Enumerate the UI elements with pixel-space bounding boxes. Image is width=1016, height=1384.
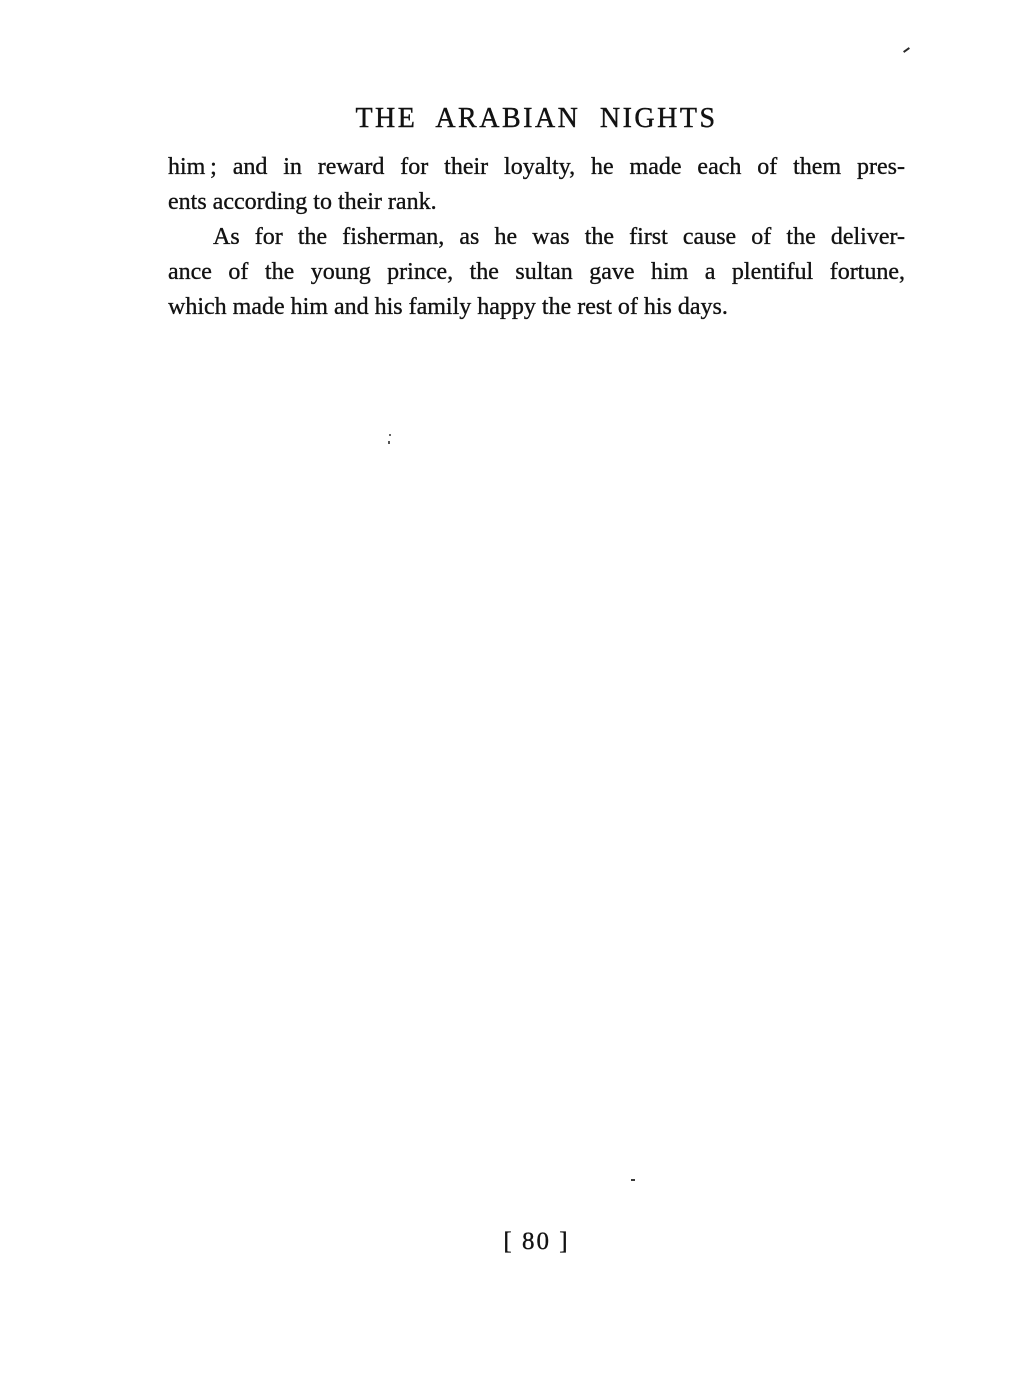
running-head: THE ARABIAN NIGHTS	[355, 103, 718, 134]
body-text	[168, 150, 905, 325]
paragraph-1-line-1: him ; and in reward for their loyalty, he made each of them pres-	[168, 154, 905, 180]
scan-speck-bottom	[631, 1179, 635, 1181]
paragraph-1-line-2: ents according to their rank.	[168, 189, 437, 215]
scan-speck-top-right	[903, 47, 910, 53]
scan-speck-colon-lower	[388, 441, 390, 444]
paragraph-2-line-3: which made him and his family happy the rest of his days.	[168, 294, 728, 320]
page-number: [ 80 ]	[503, 1228, 570, 1255]
paragraph-2-line-2: ance of the young prince, the sultan gave him a plentiful fortune,	[168, 259, 905, 285]
paragraph-2-line-1: As for the fisherman, as he was the first cause of the deliver-	[213, 224, 905, 250]
scan-speck-colon-upper	[389, 434, 391, 436]
